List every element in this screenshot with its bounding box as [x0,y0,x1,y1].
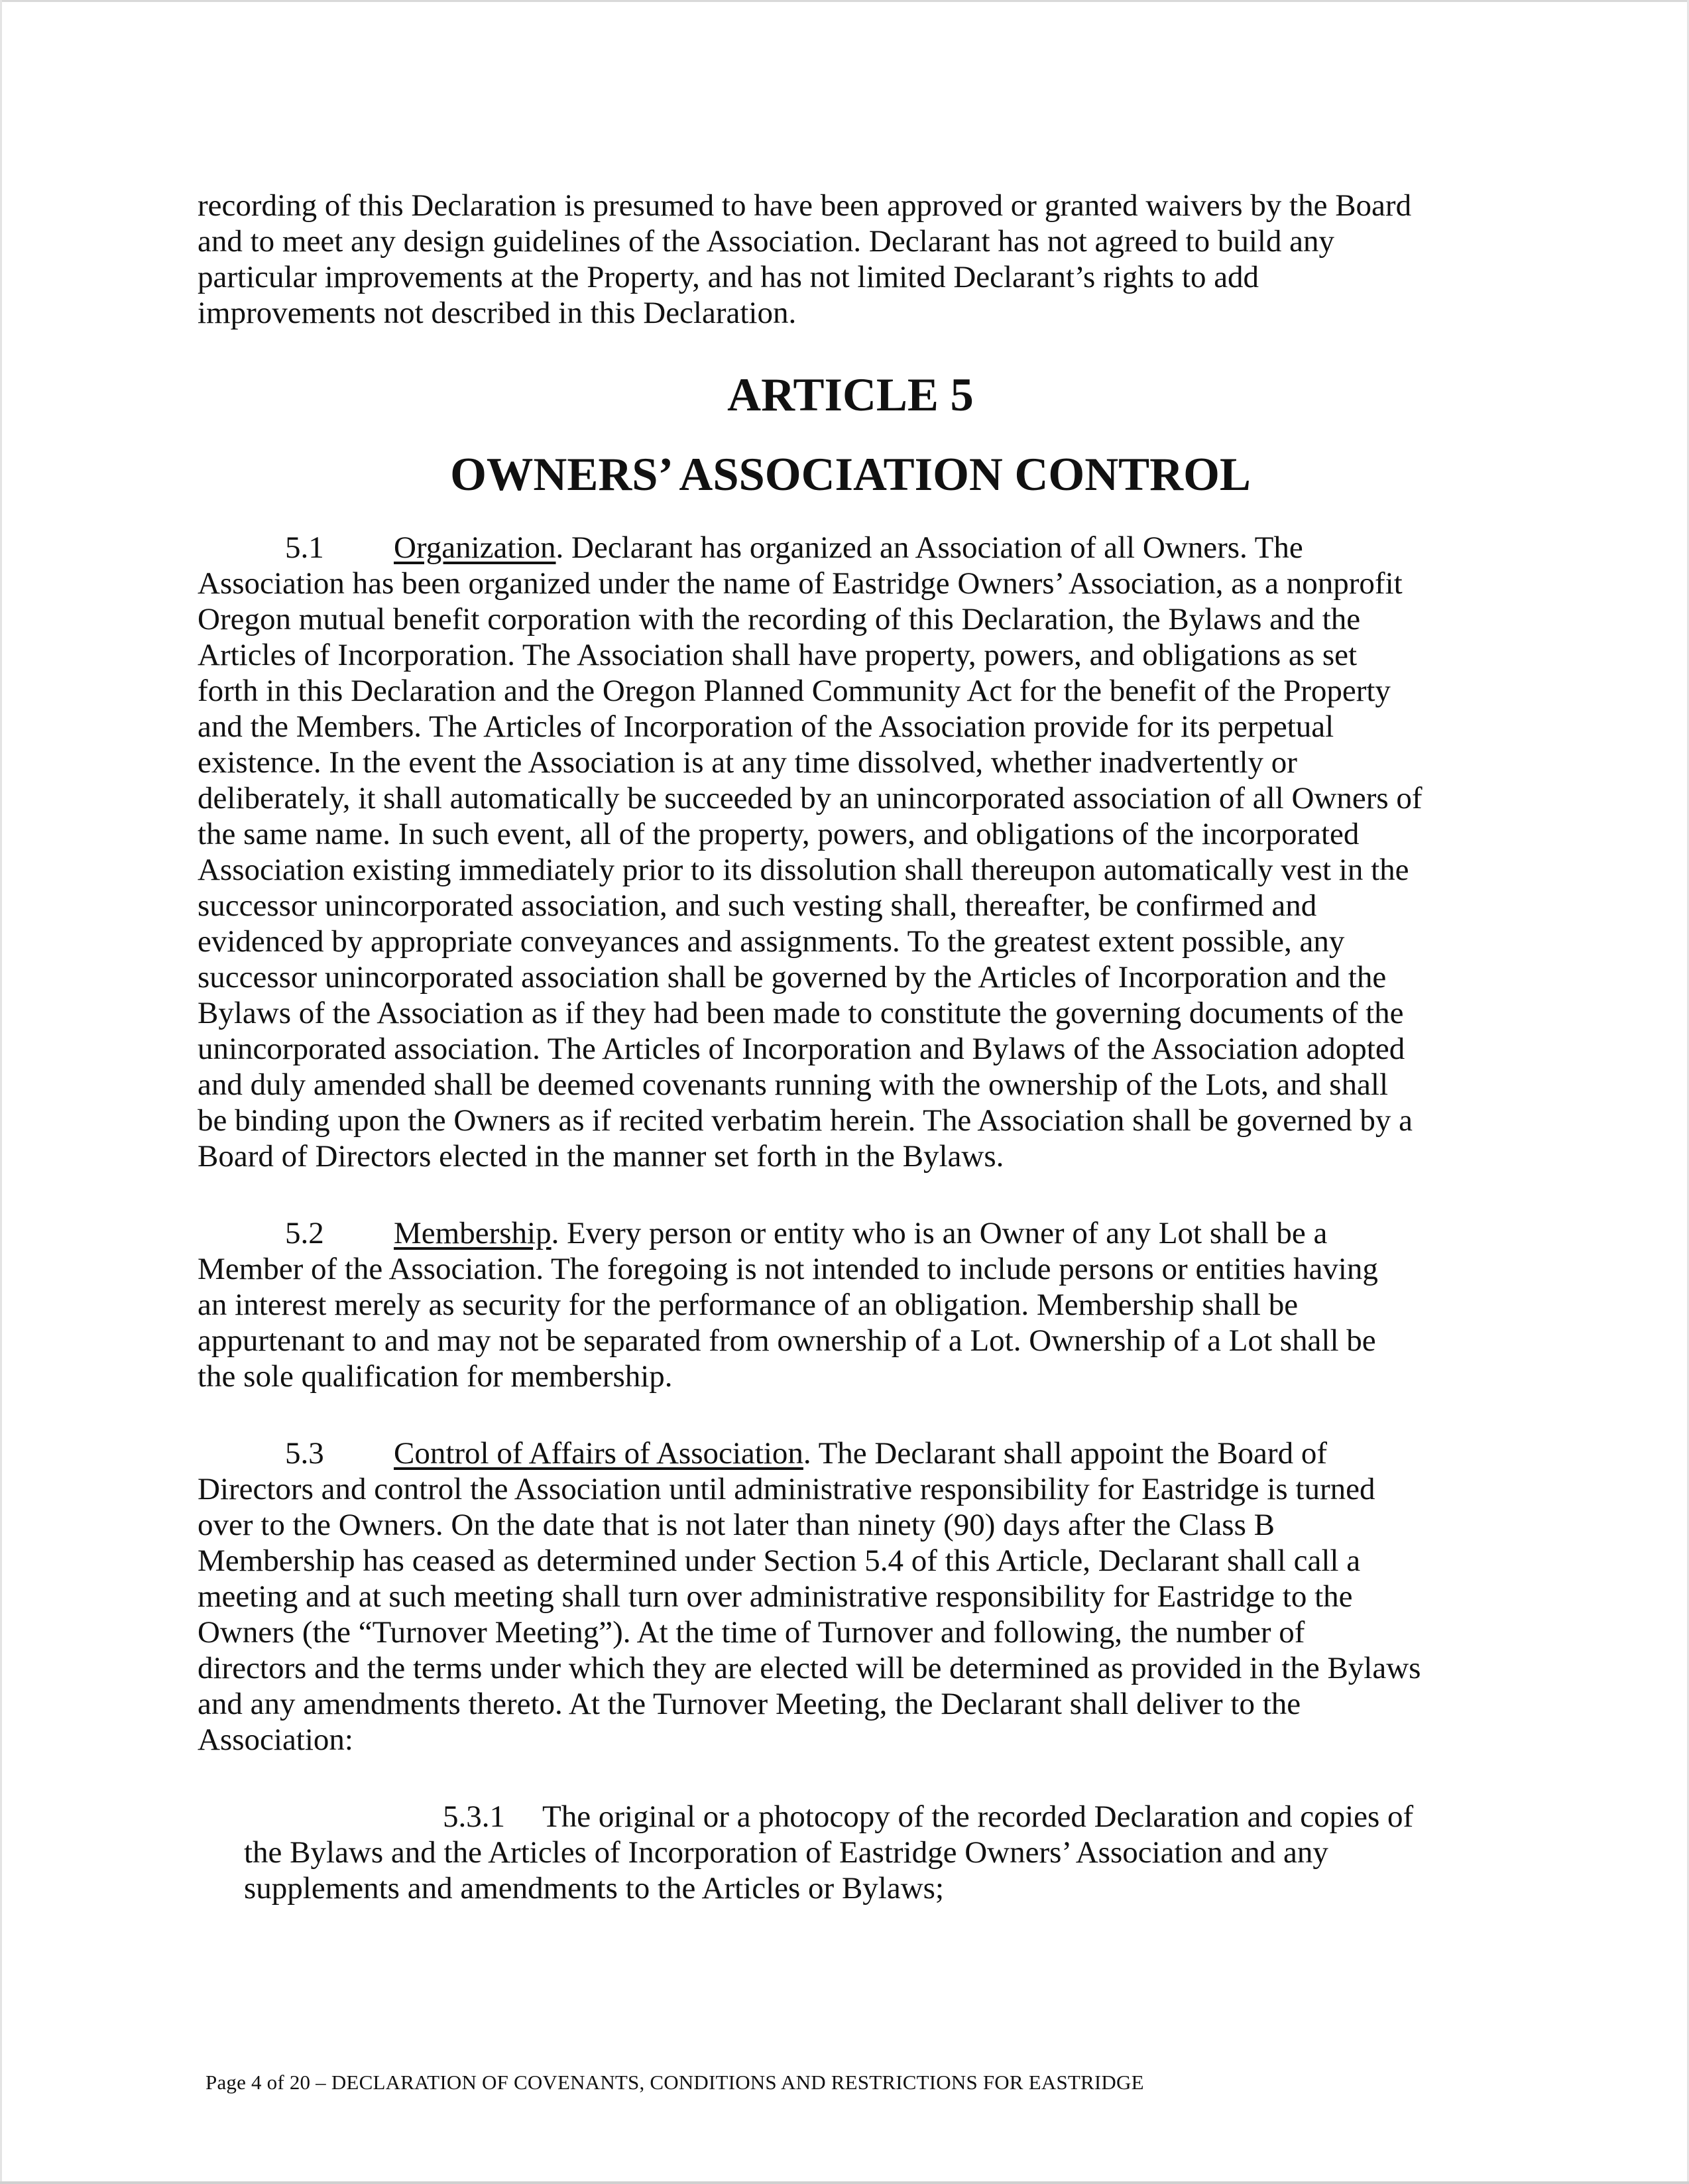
subsection-first-line-text: The original or a photocopy of the recorded Declaration and copies of [542,1799,1414,1834]
section-line: forth in this Declaration and the Oregon Planned Community Act for the benefit of the Property [198,674,1391,708]
section-number: 5.2 [285,1216,324,1250]
subsection-line: the Bylaws and the Articles of Incorporation of Eastridge Owners’ Association and any [244,1835,1328,1870]
subsection-5-3-1 [244,1799,1503,1906]
section-line: Bylaws of the Association as if they had been made to constitute the governing documents of the [198,996,1404,1030]
section-first-line-text: . Every person or entity who is an Owner of any Lot shall be a [551,1216,1328,1250]
section-first-line [198,530,1503,566]
section-line: the sole qualification for membership. [198,1359,673,1394]
section-line: Board of Directors elected in the manner set forth in the Bylaws. [198,1139,1004,1174]
section-line: appurtenant to and may not be separated from ownership of a Lot. Ownership of a Lot shall be [198,1323,1376,1358]
scan-edge-bottom [0,2181,1689,2184]
section-line: successor unincorporated association, and such vesting shall, thereafter, be confirmed and [198,888,1317,923]
section-line: deliberately, it shall automatically be succeeded by an unincorporated association of all Owners of [198,781,1423,816]
section-line: the same name. In such event, all of the property, powers, and obligations of the incorporated [198,817,1360,851]
footer-page-label: Page 4 of 20 [205,2071,311,2094]
section-first-line-text: . The Declarant shall appoint the Board of [803,1436,1327,1471]
intro-line: and to meet any design guidelines of the Association. Declarant has not agreed to build any [198,224,1335,259]
section-line: meeting and at such meeting shall turn over administrative responsibility for Eastridge to the [198,1579,1353,1614]
section-line: Membership has ceased as determined under Section 5.4 of this Article, Declarant shall call a [198,1544,1361,1578]
section-line: over to the Owners. On the date that is not later than ninety (90) days after the Class B [198,1508,1275,1542]
section-line: successor unincorporated association shall be governed by the Articles of Incorporation and the [198,960,1387,995]
scan-edge-top [0,0,1689,2]
article-number-heading: ARTICLE 5 [727,369,974,421]
section-line: an interest merely as security for the performance of an obligation. Membership shall be [198,1288,1299,1322]
section-number: 5.1 [285,530,324,565]
section-line: and any amendments thereto. At the Turnover Meeting, the Declarant shall deliver to the [198,1687,1301,1721]
section-heading: Membership [394,1216,552,1250]
section-line: be binding upon the Owners as if recited verbatim herein. The Association shall be governed by a [198,1103,1413,1138]
section-first-line [198,1215,1503,1251]
section-number: 5.3 [285,1436,324,1471]
intro-line: recording of this Declaration is presumed to have been approved or granted waivers by the Board [198,188,1412,223]
section-line: Member of the Association. The foregoing is not intended to include persons or entities having [198,1252,1378,1286]
footer-separator: – [310,2071,331,2094]
intro-line: particular improvements at the Property, and has not limited Declarant’s rights to add [198,260,1259,294]
article-title-heading: OWNERS’ ASSOCIATION CONTROL [450,449,1251,501]
section-5-1 [198,530,1503,1174]
section-line: directors and the terms under which they are elected will be determined as provided in the Bylaws [198,1651,1421,1685]
scan-edge-left [0,0,2,2184]
subsection-first-line [244,1799,1503,1835]
page-body [198,188,1503,1906]
section-5-2 [198,1215,1503,1394]
subsection-line: supplements and amendments to the Articles or Bylaws; [244,1871,945,1906]
section-line: and duly amended shall be deemed covenants running with the ownership of the Lots, and shall [198,1067,1389,1102]
section-line: unincorporated association. The Articles of Incorporation and Bylaws of the Association adopted [198,1032,1405,1066]
section-line: existence. In the event the Association is at any time dissolved, whether inadvertently or [198,745,1297,780]
section-line: Association has been organized under the name of Eastridge Owners’ Association, as a nonprofit [198,566,1403,601]
section-line: Directors and control the Association until administrative responsibility for Eastridge is turned [198,1472,1375,1506]
section-line: Owners (the “Turnover Meeting”). At the time of Turnover and following, the number of [198,1615,1305,1650]
subsection-number: 5.3.1 [443,1799,505,1834]
section-line: Association existing immediately prior to its dissolution shall thereupon automatically vest in the [198,853,1409,887]
section-heading: Organization [394,530,556,565]
section-line: evidenced by appropriate conveyances and assignments. To the greatest extent possible, any [198,924,1345,959]
page-footer [205,2071,1144,2094]
intro-line: improvements not described in this Declaration. [198,296,797,330]
section-first-line [198,1435,1503,1471]
section-line: and the Members. The Articles of Incorporation of the Association provide for its perpetual [198,709,1334,744]
footer-doc-title: DECLARATION OF COVENANTS, CONDITIONS AND RESTRICTIONS FOR EASTRIDGE [331,2071,1144,2094]
section-line: Association: [198,1723,353,1757]
section-line: Articles of Incorporation. The Association shall have property, powers, and obligations as set [198,638,1358,672]
section-line: Oregon mutual benefit corporation with the recording of this Declaration, the Bylaws and the [198,602,1361,637]
section-first-line-text: . Declarant has organized an Association of all Owners. The [555,530,1303,565]
intro-paragraph [198,188,1503,331]
section-heading: Control of Affairs of Association [394,1436,803,1471]
section-5-3 [198,1435,1503,1758]
